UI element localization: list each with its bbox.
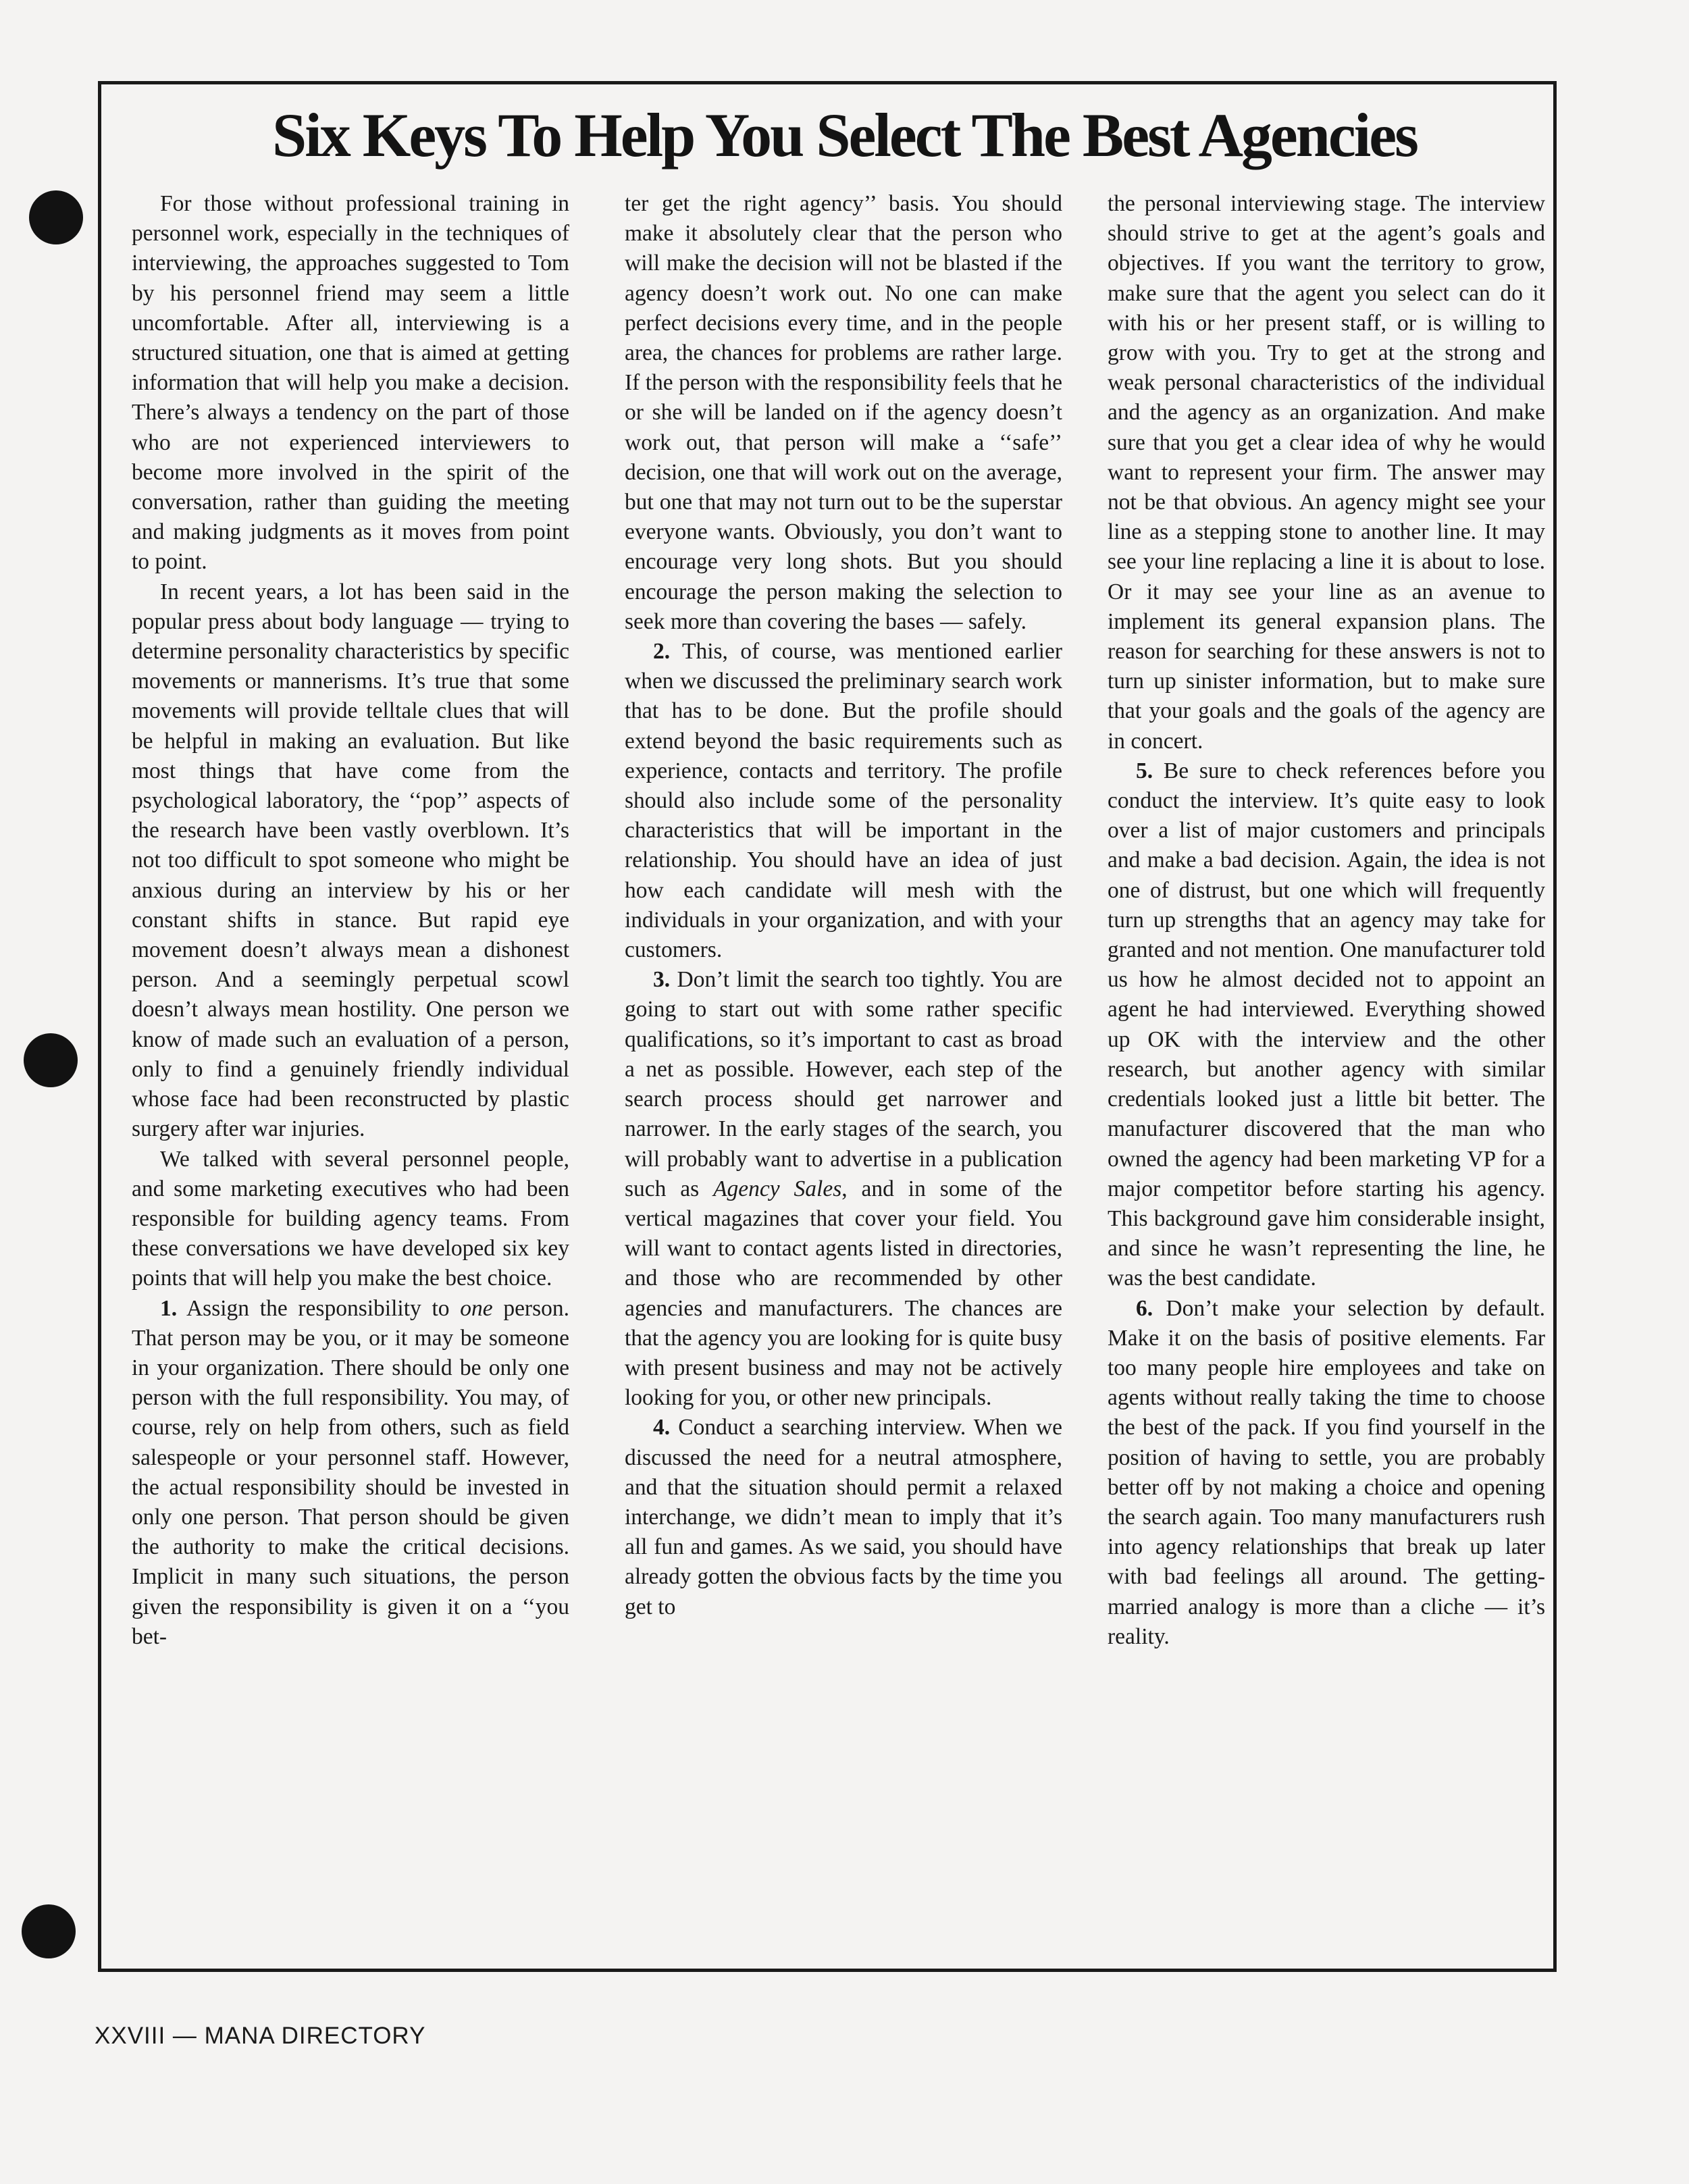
publication-name: Agency Sales xyxy=(713,1176,842,1201)
binder-hole xyxy=(22,1904,76,1958)
page-footer: XXVIII — MANA DIRECTORY xyxy=(95,2023,426,2049)
emphasis: one xyxy=(460,1295,493,1321)
key-point-2 xyxy=(625,637,1062,965)
paragraph-text: person. That person may be you, or it may be someone in your organization. There should be only one person with the full responsibility. You may, of course, rely on help from others, such as field salespeople or your personnel staff. However, the actual responsibility should be invested in only one person. That person should be given the authority to make the critical decisions. Implicit in many such situations, the person given the responsibility is given it on a ‘‘you bet- xyxy=(132,1295,569,1649)
key-point-1 xyxy=(132,1294,569,1652)
key-number: 3. xyxy=(653,967,671,993)
binder-hole xyxy=(29,190,83,244)
paragraph-text: This, of course, was mentioned earlier when we discussed the preliminary search work that has to be done. But the profile should extend beyond the basic requirements such as experience, contacts and territory. The profile should also include some of the personality characteristics that will be important in the relationship. You should have an idea of just how each candidate will mesh with the individuals in your organization, and with your customers. xyxy=(625,639,1062,963)
paragraph: the personal interviewing stage. The interview should strive to get at the agent’s goals and objectives. If you want the territory to grow, make sure that the agent you select can do it with his or her present staff, or is willing to grow with you. Try to get at the strong and weak personal characteristics of the individual and the agency as an organization. And make sure that you get a clear idea of why he would want to represent your firm. The answer may not be that obvious. An agency might see your line as a stepping stone to another line. It may see your line replacing a line it is about to lose. Or it may see your line as an avenue to implement its general expansion plans. The reason for searching for these answers is not to turn up sinister information, but to make sure that your goals and the goals of the agency are in concert. xyxy=(1108,191,1545,754)
paragraph: We talked with several personnel people, and some marketing executives who had been responsible for building agency teams. From these conversations we have developed six key points that will help you make the best choice. xyxy=(132,1146,569,1291)
key-point-4 xyxy=(625,1413,1062,1621)
article-column-1 xyxy=(132,189,569,1952)
key-number: 2. xyxy=(653,639,671,665)
paragraph: ter get the right agency’’ basis. You should make it absolutely clear that the person who will make the decision will not be blasted if the agency doesn’t work out. No one can make perfect decisions every time, and in the people area, the chances for problems are rather large. If the person with the responsibility feels that he or she will be landed on if the agency doesn’t work out, that person will make a ‘‘safe’’ decision, one that will work out on the average, but one that may not turn out to be the superstar everyone wants. Obviously, you don’t want to encourage very long shots. But you should encourage the person making the selection to seek more than covering the bases — safely. xyxy=(625,191,1062,634)
paragraph-text: Don’t limit the search too tightly. You are going to start out with some rather specific qualifications, so it’s important to cast as broad a net as possible. However, each step of the search process should get narrower and narrower. In the early stages of the search, you will probably want to advertise in a publication such as xyxy=(625,967,1062,1201)
paragraph-text: Assign the responsibility to xyxy=(186,1295,450,1321)
key-number: 1. xyxy=(160,1295,178,1321)
key-number: 5. xyxy=(1136,758,1153,783)
key-number: 4. xyxy=(653,1415,671,1440)
article-title: Six Keys To Help You Select The Best Agencies xyxy=(272,101,1417,170)
article-column-2 xyxy=(625,189,1062,1952)
article-column-3 xyxy=(1108,189,1545,1952)
paragraph-text: , and in some of the vertical magazines that cover your field. You will want to contact agents listed in directories, and those who are recommended by other agencies and manufacturers. The chances are that the agency you are looking for is quite busy with present business and may not be actively looking for you, or other new principals. xyxy=(625,1176,1062,1411)
paragraph-text: Conduct a searching interview. When we discussed the need for a neutral atmosphere, and that the situation should permit a relaxed interchange, we didn’t mean to imply that it’s all fun and games. As we said, you should have already gotten the obvious facts by the time you get to xyxy=(625,1415,1062,1619)
paragraph: For those without professional training in personnel work, especially in the techniques of interviewing, the approaches suggested to Tom by his personnel friend may seem a little uncomfortable. After all, interviewing is a structured situation, one that is aimed at getting information that will help you make a decision. There’s always a tendency on the part of those who are not experienced interviewers to become more involved in the spirit of the conversation, rather than guiding the meeting and making judgments as it moves from point to point. xyxy=(132,191,569,575)
binder-hole xyxy=(24,1033,78,1087)
key-point-3 xyxy=(625,965,1062,1413)
paragraph-text: Be sure to check references before you conduct the interview. It’s quite easy to look over a list of major customers and principals and make a bad decision. Again, the idea is not one of distrust, but one which will frequently turn up strengths that an agency may take for granted and not mention. One manufacturer told us how he almost decided not to appoint an agent he had interviewed. Everything showed up OK with the interview and the other research, but another agency with similar credentials looked just a little bit better. The manufacturer discovered that the man who owned the agency had been marketing VP for a major competitor before starting his agency. This background gave him considerable insight, and since he wasn’t representing the line, he was the best candidate. xyxy=(1108,758,1545,1291)
key-point-5 xyxy=(1108,756,1545,1294)
key-point-6 xyxy=(1108,1294,1545,1652)
paragraph: In recent years, a lot has been said in the popular press about body language — trying to determine personality characteristics by specific movements or mannerisms. It’s true that some movements will provide telltale clues that will be helpful in making an evaluation. But like most things that have come from the psychological laboratory, the ‘‘pop’’ aspects of the research have been vastly overblown. It’s not too difficult to spot someone who might be anxious during an interview by his or her constant shifts in stance. But rapid eye movement doesn’t always mean a dishonest person. And a seemingly perpetual scowl doesn’t always mean hostility. One person we know of made such an evaluation of a person, only to find a genuinely friendly individual whose face had been reconstructed by plastic surgery after war injuries. xyxy=(132,579,569,1142)
key-number: 6. xyxy=(1136,1295,1153,1321)
paragraph-text: Don’t make your selection by default. Make it on the basis of positive elements. Far too many people hire employees and take on agents without really taking the time to choose the best of the pack. If you find yourself in the position of having to settle, you are probably better off by not making a choice and opening the search again. Too many manufacturers rush into agency relationships that break up later with bad feelings all around. The getting-married analogy is more than a cliche — it’s reality. xyxy=(1108,1295,1545,1649)
